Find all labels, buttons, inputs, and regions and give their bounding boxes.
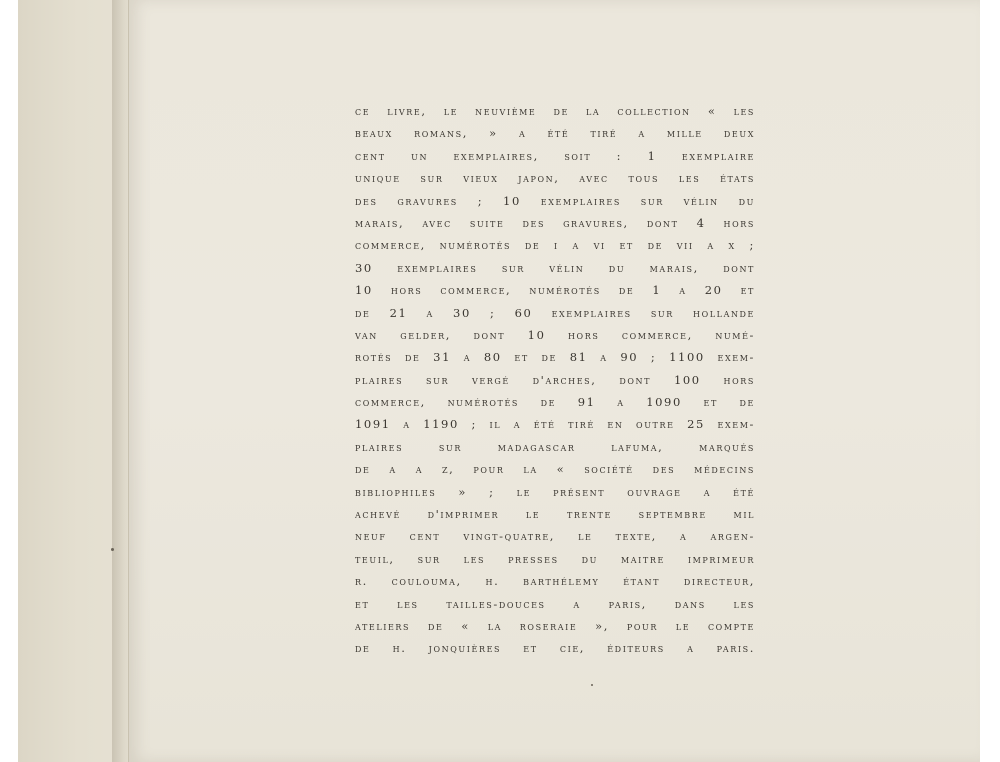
colophon-line: de a a z, pour la « société des médecins xyxy=(355,462,755,477)
colophon-line: rotés de 31 a 80 et de 81 a 90 ; 1100 exem- xyxy=(355,350,755,365)
colophon-line: 30 exemplaires sur vélin du marais, dont xyxy=(355,260,755,275)
colophon-line: achevé d'imprimer le trente septembre mil xyxy=(355,507,755,522)
colophon-line: unique sur vieux japon, avec tous les états xyxy=(355,171,755,186)
colophon-line: bibliophiles » ; le présent ouvrage a été xyxy=(355,484,755,499)
page-edge xyxy=(980,0,1000,762)
colophon-text xyxy=(355,100,755,660)
colophon-line: des gravures ; 10 exemplaires sur vélin du xyxy=(355,193,755,208)
colophon-line: 10 hors commerce, numérotés de 1 a 20 et xyxy=(355,283,755,298)
colophon-line: r. coulouma, h. barthélemy étant directeur, xyxy=(355,574,755,589)
colophon-line: ateliers de « la roseraie », pour le compte xyxy=(355,618,755,633)
colophon-line: plaires sur vergé d'arches, dont 100 hors xyxy=(355,372,755,387)
colophon-line: neuf cent vingt-quatre, le texte, a argen- xyxy=(355,529,755,544)
colophon-line: beaux romans, » a été tiré a mille deux xyxy=(355,126,755,141)
colophon-line: et les tailles-douces a paris, dans les xyxy=(355,596,755,611)
colophon-line: commerce, numérotés de 91 a 1090 et de xyxy=(355,395,755,410)
colophon-line: 1091 a 1190 ; il a été tiré en outre 25 exem- xyxy=(355,417,755,432)
page-speck xyxy=(591,684,593,686)
colophon-line: teuil, sur les presses du maitre imprimeur xyxy=(355,551,755,566)
page-speck xyxy=(111,548,114,551)
colophon-line: de 21 a 30 ; 60 exemplaires sur hollande xyxy=(355,305,755,320)
colophon-line: marais, avec suite des gravures, dont 4 hors xyxy=(355,215,755,230)
colophon-line: de h. jonquières et cie, éditeurs a paris. xyxy=(355,641,755,656)
colophon-line: commerce, numérotés de i a vi et de vii a x ; xyxy=(355,238,755,253)
colophon-line: van gelder, dont 10 hors commerce, numé- xyxy=(355,327,755,342)
colophon-line: cent un exemplaires, soit : 1 exemplaire xyxy=(355,148,755,163)
colophon-line: ce livre, le neuvième de la collection « les xyxy=(355,104,755,118)
colophon-line: plaires sur madagascar lafuma, marqués xyxy=(355,439,755,454)
